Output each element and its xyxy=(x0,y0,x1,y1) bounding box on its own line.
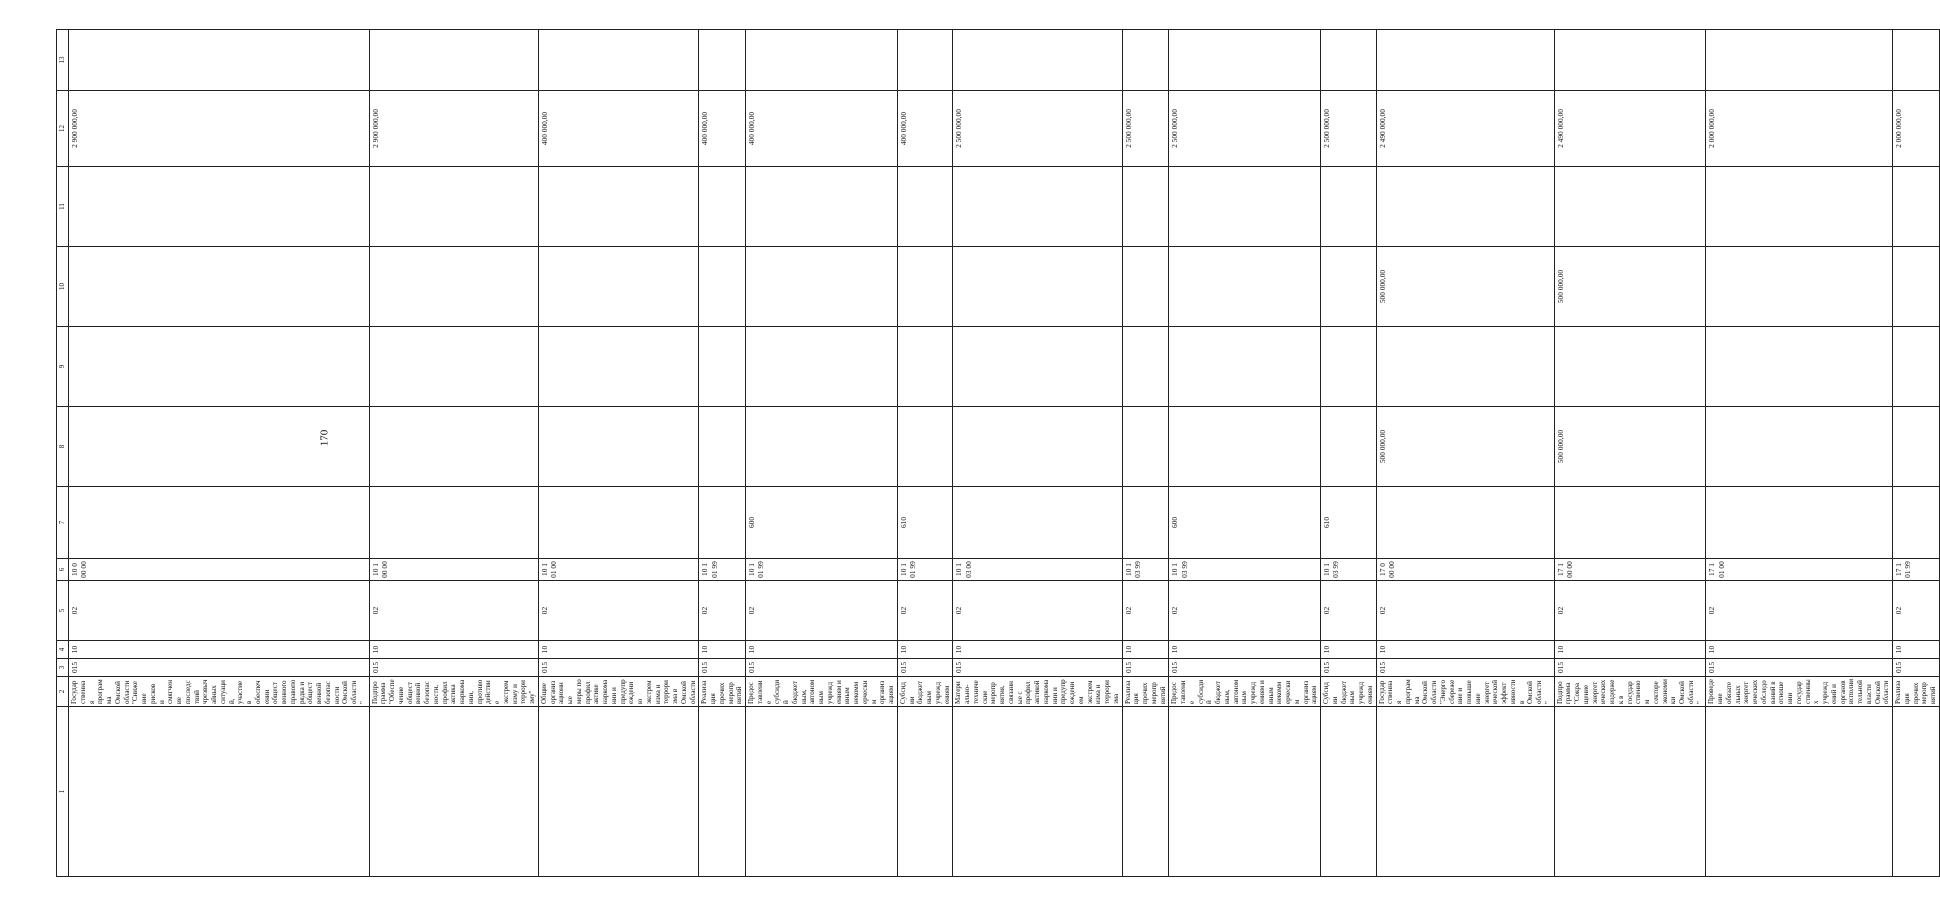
cell-c9 xyxy=(1376,327,1554,407)
cell-c12: 2 900 000,00 xyxy=(369,91,538,167)
cell-c12: 2 000 000,00 xyxy=(1893,91,1940,167)
row-marker-cell xyxy=(1554,707,1706,877)
cell-c8 xyxy=(1321,407,1377,487)
cell-c7 xyxy=(953,487,1122,559)
row-marker-cell xyxy=(1169,707,1321,877)
cell-c11 xyxy=(1169,167,1321,247)
cell-c5: 02 xyxy=(1376,581,1554,641)
cell-c11 xyxy=(1376,167,1554,247)
cell-c4: 10 xyxy=(897,641,953,659)
cell-c7 xyxy=(369,487,538,559)
cell-c6: 10 1 01 99 xyxy=(699,559,746,581)
cell-c7 xyxy=(1376,487,1554,559)
header-cell: 1 xyxy=(57,707,69,877)
cell-c13 xyxy=(69,30,370,91)
header-cell: 4 xyxy=(57,641,69,659)
cell-c9 xyxy=(1122,327,1169,407)
cell-c3: 015 xyxy=(1376,659,1554,677)
cell-c10 xyxy=(1321,247,1377,327)
table-row xyxy=(953,30,1122,877)
cell-c8 xyxy=(1122,407,1169,487)
cell-c8 xyxy=(538,407,699,487)
cell-c8 xyxy=(1169,407,1321,487)
row-marker-cell xyxy=(746,707,898,877)
cell-c8 xyxy=(897,407,953,487)
cell-c11 xyxy=(897,167,953,247)
cell-c11 xyxy=(746,167,898,247)
row-marker-cell xyxy=(1321,707,1377,877)
cell-c12: 2 000 000,00 xyxy=(1706,91,1893,167)
cell-c9 xyxy=(1169,327,1321,407)
cell-c13 xyxy=(1554,30,1706,91)
cell-c4: 10 xyxy=(1321,641,1377,659)
table-row xyxy=(1554,30,1706,877)
cell-c11 xyxy=(69,167,370,247)
cell-c7 xyxy=(1554,487,1706,559)
cell-c9 xyxy=(1554,327,1706,407)
cell-c11 xyxy=(1706,167,1893,247)
row-marker-cell xyxy=(69,707,370,877)
cell-c6: 17 0 00 00 xyxy=(1376,559,1554,581)
cell-c8: 500 000,00 xyxy=(1376,407,1554,487)
item-name-cell: Материально-технические мероприятия, связанные с профилактикой наркомании и предупреждением экстремизма и терроризма xyxy=(953,677,1122,707)
table-row xyxy=(1122,30,1169,877)
cell-c3: 015 xyxy=(746,659,898,677)
cell-c12: 400 000,00 xyxy=(897,91,953,167)
cell-c10: 500 000,00 xyxy=(1554,247,1706,327)
item-name-cell: Государственная программа Омской области "Энергосбережение и повышение энергетической эффективности в Омской области" xyxy=(1376,677,1554,707)
cell-c3: 015 xyxy=(1554,659,1706,677)
cell-c6: 17 1 01 00 xyxy=(1706,559,1893,581)
row-marker-cell xyxy=(1706,707,1893,877)
cell-c9 xyxy=(1706,327,1893,407)
row-marker-cell xyxy=(953,707,1122,877)
cell-c6: 10 1 01 99 xyxy=(746,559,898,581)
cell-c6: 10 1 00 00 xyxy=(369,559,538,581)
cell-c12: 400 000,00 xyxy=(699,91,746,167)
item-name-cell: Подпрограмма "Обеспечение общественной безопасности, профилактика наркомании, противодействие экстремизму и терроризму" xyxy=(369,677,538,707)
cell-c13 xyxy=(1122,30,1169,91)
table-row xyxy=(1169,30,1321,877)
cell-c3: 015 xyxy=(1321,659,1377,677)
cell-c12: 2 500 000,00 xyxy=(953,91,1122,167)
row-marker-cell xyxy=(538,707,699,877)
header-cell: 2 xyxy=(57,677,69,707)
cell-c8 xyxy=(369,407,538,487)
cell-c6: 10 1 03 99 xyxy=(1122,559,1169,581)
cell-c4: 10 xyxy=(1893,641,1940,659)
item-name-cell: Реализация прочих мероприятий xyxy=(699,677,746,707)
cell-c10 xyxy=(897,247,953,327)
cell-c3: 015 xyxy=(953,659,1122,677)
cell-c9 xyxy=(953,327,1122,407)
item-name-cell: Государственная программа Омской области "Снижение рисков и смягчение последствий чрезвычайных ситуаций, участие в обеспечении общественного правопорядка и общественной безопасности Омской области" xyxy=(69,677,370,707)
cell-c7: 600 xyxy=(1169,487,1321,559)
cell-c12: 2 500 000,00 xyxy=(1122,91,1169,167)
cell-c9 xyxy=(897,327,953,407)
cell-c4: 10 xyxy=(699,641,746,659)
cell-c3: 015 xyxy=(1706,659,1893,677)
cell-c9 xyxy=(69,327,370,407)
item-name-cell: Субсидии бюджетным учреждениям xyxy=(1321,677,1377,707)
cell-c7 xyxy=(1706,487,1893,559)
cell-c5: 02 xyxy=(1169,581,1321,641)
cell-c9 xyxy=(699,327,746,407)
header-cell: 3 xyxy=(57,659,69,677)
cell-c8 xyxy=(1893,407,1940,487)
table-row xyxy=(897,30,953,877)
cell-c5: 02 xyxy=(1706,581,1893,641)
item-name-cell: Реализация прочих мероприятий xyxy=(1122,677,1169,707)
row-marker-cell xyxy=(1122,707,1169,877)
item-name-cell: Подпрограмма "Сокращение энергетических издержек в государственном секторе экономики Омской области" xyxy=(1554,677,1706,707)
header-cell: 13 xyxy=(57,30,69,91)
rotated-budget-table-container xyxy=(56,30,1937,877)
cell-c11 xyxy=(1321,167,1377,247)
cell-c8 xyxy=(69,407,370,487)
cell-c7 xyxy=(1122,487,1169,559)
cell-c6: 17 1 00 00 xyxy=(1554,559,1706,581)
cell-c6: 10 1 01 99 xyxy=(897,559,953,581)
cell-c5: 02 xyxy=(1554,581,1706,641)
cell-c7 xyxy=(538,487,699,559)
cell-c9 xyxy=(369,327,538,407)
cell-c8 xyxy=(1706,407,1893,487)
cell-c4: 10 xyxy=(953,641,1122,659)
cell-c4: 10 xyxy=(1122,641,1169,659)
cell-c9 xyxy=(538,327,699,407)
cell-c3: 015 xyxy=(1169,659,1321,677)
cell-c5: 02 xyxy=(1321,581,1377,641)
header-cell: 9 xyxy=(57,327,69,407)
cell-c10: 500 000,00 xyxy=(1376,247,1554,327)
cell-c13 xyxy=(699,30,746,91)
cell-c6: 10 1 01 00 xyxy=(538,559,699,581)
cell-c11 xyxy=(1122,167,1169,247)
cell-c11 xyxy=(953,167,1122,247)
cell-c10 xyxy=(369,247,538,327)
cell-c10 xyxy=(69,247,370,327)
cell-c4: 10 xyxy=(1169,641,1321,659)
cell-c11 xyxy=(538,167,699,247)
cell-c10 xyxy=(746,247,898,327)
item-name-cell: Реализация прочих мероприятий xyxy=(1893,677,1940,707)
cell-c10 xyxy=(953,247,1122,327)
cell-c4: 10 xyxy=(746,641,898,659)
cell-c3: 015 xyxy=(699,659,746,677)
cell-c3: 015 xyxy=(897,659,953,677)
cell-c8 xyxy=(746,407,898,487)
cell-c10 xyxy=(1893,247,1940,327)
cell-c10 xyxy=(1706,247,1893,327)
cell-c13 xyxy=(1706,30,1893,91)
row-marker-cell xyxy=(1376,707,1554,877)
table-row xyxy=(1893,30,1940,877)
cell-c6: 10 1 03 00 xyxy=(953,559,1122,581)
cell-c3: 015 xyxy=(69,659,370,677)
cell-c10 xyxy=(1169,247,1321,327)
cell-c9 xyxy=(746,327,898,407)
page-number: 170 xyxy=(318,429,331,447)
cell-c10 xyxy=(538,247,699,327)
cell-c8 xyxy=(699,407,746,487)
row-marker-cell xyxy=(369,707,538,877)
item-name-cell: Субсидии бюджетным учреждениям xyxy=(897,677,953,707)
cell-c5: 02 xyxy=(953,581,1122,641)
cell-c5: 02 xyxy=(699,581,746,641)
cell-c7 xyxy=(69,487,370,559)
table-row xyxy=(1321,30,1377,877)
cell-c7 xyxy=(1893,487,1940,559)
cell-c6: 10 0 00 00 xyxy=(69,559,370,581)
cell-c4: 10 xyxy=(538,641,699,659)
cell-c7: 610 xyxy=(897,487,953,559)
cell-c11 xyxy=(1554,167,1706,247)
budget-table xyxy=(56,29,1940,877)
cell-c6: 17 1 01 99 xyxy=(1893,559,1940,581)
cell-c5: 02 xyxy=(69,581,370,641)
cell-c5: 02 xyxy=(746,581,898,641)
cell-c3: 015 xyxy=(369,659,538,677)
header-cell: 6 xyxy=(57,559,69,581)
cell-c10 xyxy=(1122,247,1169,327)
table-row xyxy=(369,30,538,877)
cell-c13 xyxy=(1321,30,1377,91)
row-marker-cell xyxy=(897,707,953,877)
cell-c4: 10 xyxy=(369,641,538,659)
cell-c13 xyxy=(538,30,699,91)
header-cell: 12 xyxy=(57,91,69,167)
cell-c13 xyxy=(746,30,898,91)
table-row xyxy=(699,30,746,877)
cell-c7: 600 xyxy=(746,487,898,559)
cell-c10 xyxy=(699,247,746,327)
cell-c5: 02 xyxy=(897,581,953,641)
cell-c6: 10 1 03 99 xyxy=(1321,559,1377,581)
cell-c3: 015 xyxy=(1893,659,1940,677)
cell-c11 xyxy=(369,167,538,247)
cell-c5: 02 xyxy=(1893,581,1940,641)
cell-c13 xyxy=(953,30,1122,91)
cell-c9 xyxy=(1893,327,1940,407)
cell-c13 xyxy=(1893,30,1940,91)
cell-c4: 10 xyxy=(1706,641,1893,659)
cell-c13 xyxy=(897,30,953,91)
table-row xyxy=(1376,30,1554,877)
cell-c7: 610 xyxy=(1321,487,1377,559)
table-row xyxy=(1706,30,1893,877)
cell-c9 xyxy=(1321,327,1377,407)
cell-c3: 015 xyxy=(538,659,699,677)
cell-c6: 10 1 03 99 xyxy=(1169,559,1321,581)
cell-c8: 500 000,00 xyxy=(1554,407,1706,487)
budget-table-body xyxy=(57,30,1940,877)
cell-c12: 400 000,00 xyxy=(746,91,898,167)
row-marker-cell xyxy=(699,707,746,877)
cell-c4: 10 xyxy=(1554,641,1706,659)
cell-c5: 02 xyxy=(369,581,538,641)
table-row xyxy=(538,30,699,877)
header-cell: 8 xyxy=(57,407,69,487)
cell-c12: 2 490 000,00 xyxy=(1376,91,1554,167)
cell-c11 xyxy=(699,167,746,247)
table-row xyxy=(746,30,898,877)
cell-c13 xyxy=(1169,30,1321,91)
item-name-cell: Предоставление субсидий бюджетным, автономным учреждениям и иным некоммерческим организациям xyxy=(746,677,898,707)
table-row xyxy=(69,30,370,877)
cell-c3: 015 xyxy=(1122,659,1169,677)
item-name-cell: Предоставление субсидий бюджетным, автономным учреждениям и иным некоммерческим организациям xyxy=(1169,677,1321,707)
cell-c4: 10 xyxy=(69,641,370,659)
cell-c13 xyxy=(1376,30,1554,91)
cell-c12: 2 500 000,00 xyxy=(1321,91,1377,167)
header-cell: 5 xyxy=(57,581,69,641)
cell-c5: 02 xyxy=(538,581,699,641)
cell-c12: 2 900 000,00 xyxy=(69,91,370,167)
cell-c11 xyxy=(1893,167,1940,247)
item-name-cell: Проведение обязательных энергетических обследований в отношении государственных учреждений и органов исполнительной власти Омской области xyxy=(1706,677,1893,707)
cell-c12: 2 490 000,00 xyxy=(1554,91,1706,167)
header-cell: 7 xyxy=(57,487,69,559)
row-marker-cell xyxy=(1893,707,1940,877)
cell-c5: 02 xyxy=(1122,581,1169,641)
cell-c12: 400 000,00 xyxy=(538,91,699,167)
item-name-cell: Общие организационные меры по профилактике наркомании и предупреждению экстремизма и терроризма в Омской области xyxy=(538,677,699,707)
cell-c8 xyxy=(953,407,1122,487)
header-cell: 11 xyxy=(57,167,69,247)
cell-c7 xyxy=(699,487,746,559)
cell-c12: 2 500 000,00 xyxy=(1169,91,1321,167)
header-cell: 10 xyxy=(57,247,69,327)
column-number-row xyxy=(57,30,69,877)
cell-c4: 10 xyxy=(1376,641,1554,659)
cell-c13 xyxy=(369,30,538,91)
